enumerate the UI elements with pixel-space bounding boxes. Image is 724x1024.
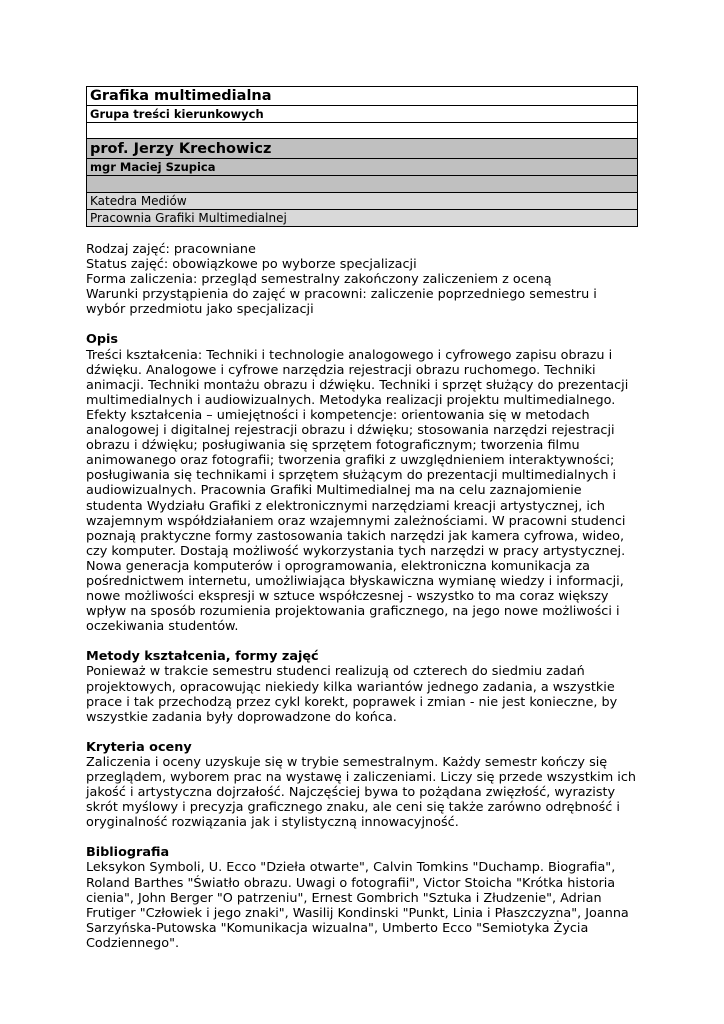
lab-name: Pracownia Grafiki Multimedialnej [87, 210, 638, 227]
course-header-table [86, 86, 638, 227]
empty-row [87, 123, 638, 139]
course-info [86, 242, 638, 317]
section-heading: Kryteria oceny [86, 739, 192, 755]
department-name: Katedra Mediów [87, 193, 638, 210]
section-heading: Metody kształcenia, formy zajęć [86, 649, 319, 665]
section-text: Zaliczenia i oceny uzyskuje się w trybie semestralnym. Każdy semestr kończy się przeglądem, wyborem prac na wystawę i zaliczeniami. Liczy się przede wszystkim ich jakość i artystyczna dojrzałość. Najczęściej bywa to pożądana zwięzłość, wyrazisty skrót myślowy i precyzja graficznego znaku, ale ceni się także zarówno odrębność i oryginalność rozwiązania jak i stylistyczną innowacyjność. [86, 754, 636, 831]
info-status: Status zajęć: obowiązkowe po wyborze specjalizacji [86, 257, 417, 273]
section-opis [86, 332, 638, 634]
assistant-name: mgr Maciej Szupica [87, 159, 638, 176]
section-text: Treści kształcenia: Techniki i technologie analogowego i cyfrowego zapisu obrazu i dźwięku. Analogowe i cyfrowe narzędzia rejestracji obrazu ruchomego. Techniki animacji. Techniki montażu obrazu i dźwięku. Techniki i sprzęt służący do prezentacji multimedialnych i audiowizualnych. Metodyka realizacji projektu multimedialnego. Efekty kształcenia – umiejętności i kompetencje: orientowania się w metodach analogowej i digitalnej rejestracji obrazu i dźwięku; stosowania narzędzi rejestracji obrazu i dźwięku; posługiwania się sprzętem fotograficznym; tworzenia filmu animowanego oraz fotografii; tworzenia grafiki z uwzględnieniem interaktywności; posługiwania się technikami i sprzętem służącym do prezentacji multimedialnych i audiowizualnych. Pracownia Grafiki Multimedialnej ma na celu zaznajomienie studenta Wydziału Grafiki z elektronicznymi narzędziami kreacji artystycznej, ich wzajemnym współdziałaniem oraz wzajemnymi zależnościami. W pracowni studenci poznają praktyczne formy zastosowania takich narzędzi jak kamera cyfrowa, wideo, czy komputer. Dostają możliwość wykorzystania tych narzędzi w pracy artystycznej. Nowa generacja komputerów i oprogramowania, elektroniczna komunikacja za pośrednictwem internetu, umożliwiająca błyskawiczna wymianę wiedzy i informacji, nowe możliwości ekspresji w sztuce współczesnej - wszystko to ma coraz większy wpływ na sposób rozumienia projektowania graficznego, na jego nowe możliwości i oczekiwania studentów. [86, 347, 629, 635]
section-kryteria [86, 740, 638, 831]
info-credit: Forma zaliczenia: przegląd semestralny zakończony zaliczeniem z oceną [86, 272, 552, 288]
section-text: Ponieważ w trakcie semestru studenci realizują od czterech do siedmiu zadań projektowych, opracowując niekiedy kilka wariantów jednego zadania, a wszystkie prace i tak przechodzą przez cykl korekt, poprawek i zmian - nie jest konieczne, by wszystkie zadania były doprowadzone do końca. [86, 664, 618, 725]
info-conditions: Warunki przystąpienia do zajęć w pracowni: zaliczenie poprzedniego semestru i wybór przedmiotu jako specjalizacji [86, 287, 597, 318]
professor-name: prof. Jerzy Krechowicz [87, 139, 638, 159]
course-group: Grupa treści kierunkowych [87, 106, 638, 123]
section-heading: Opis [86, 332, 119, 348]
section-bibliografia [86, 845, 638, 951]
document-page [86, 86, 638, 951]
course-title: Grafika multimedialna [87, 87, 638, 106]
info-type: Rodzaj zajęć: pracowniane [86, 242, 256, 257]
section-metody [86, 649, 638, 724]
section-heading: Bibliografia [86, 845, 170, 861]
empty-row [87, 176, 638, 193]
section-text: Leksykon Symboli, U. Ecco "Dzieła otwarte", Calvin Tomkins "Duchamp. Biografia", Roland Barthes "Światło obrazu. Uwagi o fotografii", Victor Stoicha "Krótka historia cienia", John Berger "O patrzeniu", Ernest Gombrich "Sztuka i Złudzenie", Adrian Frutiger "Człowiek i jego znaki", Wasilij Kondinski "Punkt, Linia i Płaszczyzna", Joanna Sarzyńska-Putowska "Komunikacja wizualna", Umberto Ecco "Semiotyka Życia Codziennego". [86, 860, 629, 951]
